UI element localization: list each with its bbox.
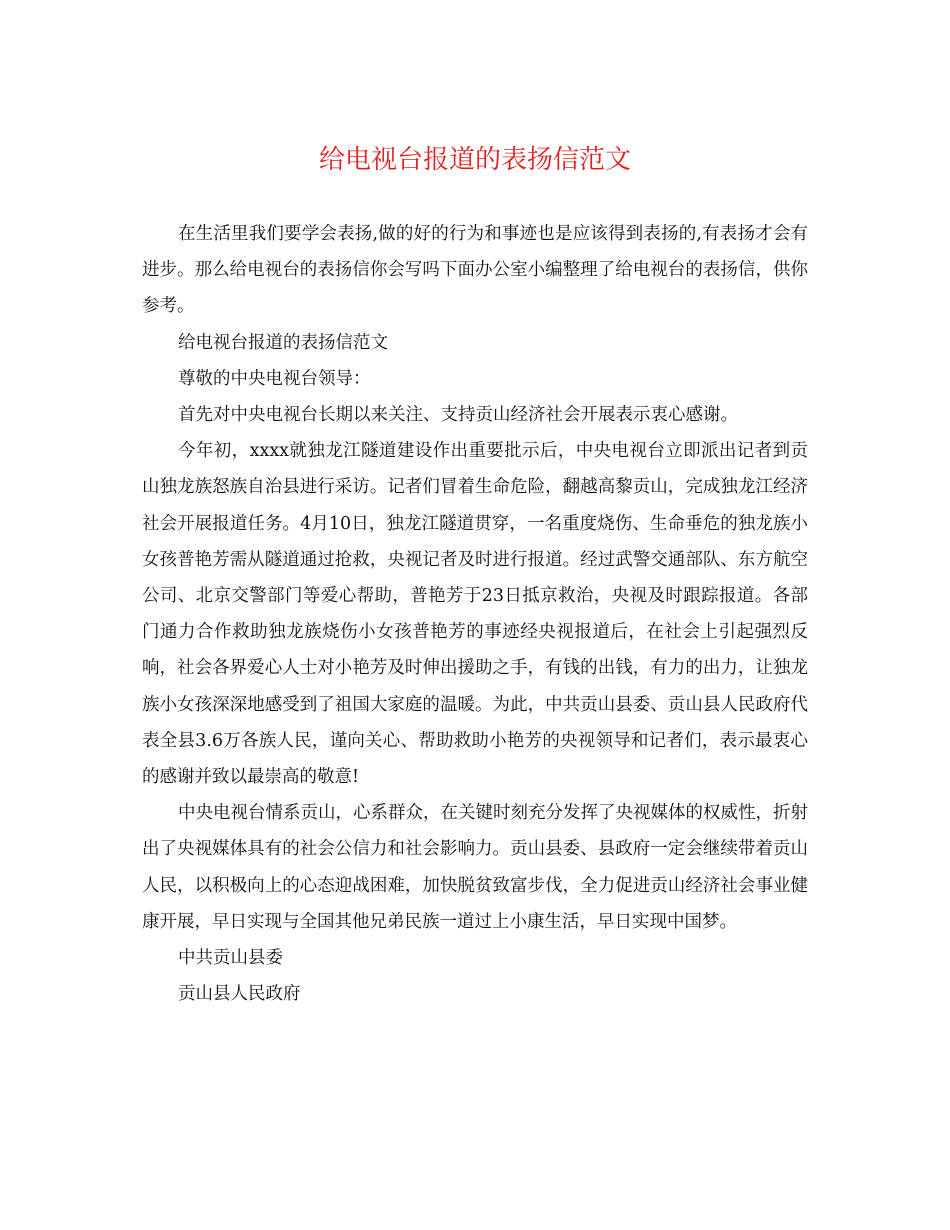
intro-paragraph: 在生活里我们要学会表扬,做的好的行为和事迹也是应该得到表扬的,有表扬才会有进步。那么给电视台的表扬信你会写吗下面办公室小编整理了给电视台的表扬信，供你参考。	[142, 224, 808, 317]
letter-heading: 给电视台报道的表扬信范文	[178, 332, 388, 353]
document-title: 给电视台报道的表扬信范文	[318, 145, 631, 175]
salutation: 尊敬的中央电视台领导：	[178, 368, 371, 389]
closing-paragraph: 中央电视台情系贡山，心系群众，在关键时刻充分发挥了央视媒体的权威性，折射出了央视媒体具有的社会公信力和社会影响力。贡山县委、县政府一定会继续带着贡山人民，以积极向上的心态迎战困难，加快脱贫致富步伐，全力促进贡山经济社会事业健康开展，早日实现与全国其他兄弟民族一道过上小康生活，早日实现中国梦。	[142, 803, 808, 932]
opening-paragraph: 首先对中央电视台长期以来关注、支持贡山经济社会开展表示衷心感谢。	[178, 405, 738, 426]
main-paragraph: 今年初，xxxx就独龙江隧道建设作出重要批示后，中央电视台立即派出记者到贡山独龙族怒族自治县进行采访。记者们冒着生命危险，翻越高黎贡山，完成独龙江经济社会开展报道任务。4月10日，独龙江隧道贯穿，一名重度烧伤、生命垂危的独龙族小女孩普艳芳需从隧道通过抢救，央视记者及时进行报道。经过武警交通部队、东方航空公司、北京交警部门等爱心帮助，普艳芳于23日抵京救治，央视及时跟踪报道。各部门通力合作救助独龙族烧伤小女孩普艳芳的事迹经央视报道后，在社会上引起强烈反响，社会各界爱心人士对小艳芳及时伸出援助之手，有钱的出钱，有力的出力，让独龙族小女孩深深地感受到了祖国大家庭的温暖。为此，中共贡山县委、贡山县人民政府代表全县3.6万各族人民，谨向关心、帮助救助小艳芳的央视领导和记者们，表示最衷心的感谢并致以最崇高的敬意!	[142, 441, 808, 788]
document-body	[142, 216, 808, 1012]
signature-party-committee: 中共贡山县委	[178, 948, 283, 969]
signature-county-government: 贡山县人民政府	[178, 984, 301, 1005]
